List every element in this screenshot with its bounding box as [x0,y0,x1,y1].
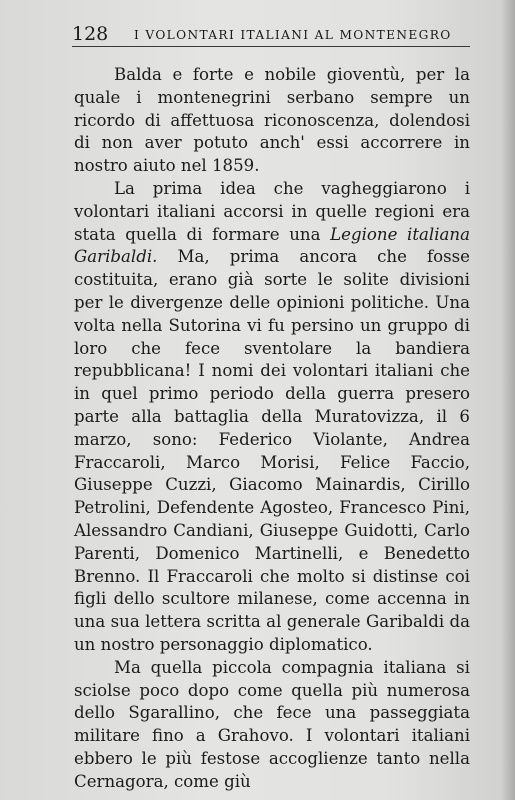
paragraph-2 [74,178,470,657]
body-text [74,64,470,794]
running-head [72,24,470,47]
paragraph-1: Balda e forte e nobile gioventù, per la quale i montenegrini serbano sempre un ricordo di affettuosa riconoscenza, dolendosi di non aver potuto anch' essi accorrere in nostro aiuto nel 1859. [74,65,470,176]
running-title: I VOLONTARI ITALIANI AL MONTENEGRO [134,28,452,42]
paragraph-2-text-before: La prima idea che vagheggiarono i volontari italiani accorsi in quelle regioni era stata quella di formare una [74,178,470,244]
paragraph-3: Ma quella piccola compagnia italiana si sciolse poco dopo come quella più numerosa dello Sgarallino, che fece una passeggiata militare fino a Grahovo. I volontari italiani ebbero le più festose accoglienze tanto nella Cernagora, come giù [74,657,470,791]
paragraph-2-text-after: Ma, prima ancora che fosse costituita, erano già sorte le solite divisioni per le divergenze delle opinioni politiche. Una volta nella Sutorina vi fu persino un gruppo di loro che fece sventolare la bandiera repubblicana! I nomi dei volontari italiani che in quel primo periodo della guerra presero parte alla battaglia della Muratovizza, il 6 marzo, sono: Federico Violante, Andrea Fraccaroli, Marco Morisi, Felice Faccio, Giuseppe Cuzzi, Giacomo Mainardis, Cirillo Petrolini, Defendente Agosteo, Francesco Pini, Alessandro Candiani, Giuseppe Guidotti, Carlo Parenti, Domenico Martinelli, e Benedetto Brenno. Il Fraccaroli che molto si distinse coi figli dello scultore milanese, come accenna in una sua lettera scritta al generale Garibaldi da un nostro personaggio diplomatico. [74,247,470,654]
legion-name-italic: Legione italiana Garibaldi. [74,224,471,267]
page-number: 128 [72,23,109,45]
